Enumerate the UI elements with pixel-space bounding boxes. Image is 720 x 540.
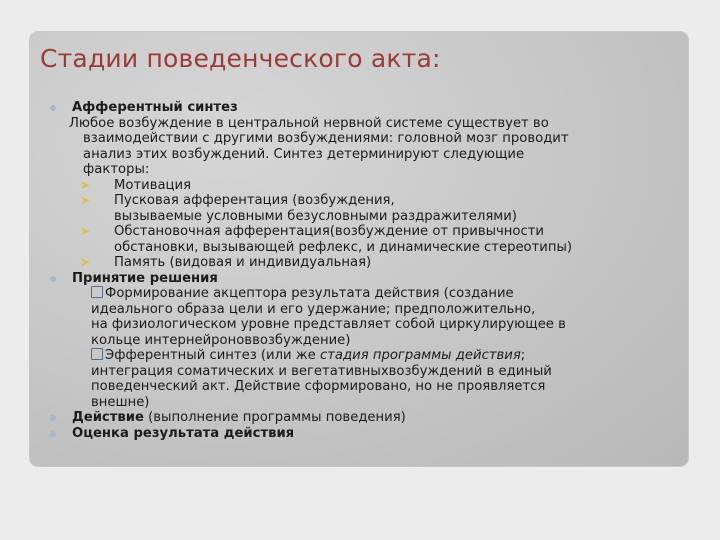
factor-text-continued: обстановки, вызывающей рефлекс, и динамические стереотипы) [114, 239, 573, 255]
bullet-dot-icon [50, 276, 56, 282]
bullet-heading: Принятие решения [72, 270, 218, 286]
sub-point [52, 286, 672, 302]
factor-text: Пусковая афферентация (возбуждения, [114, 193, 395, 208]
bullet-dot-icon [50, 415, 56, 421]
sub-point [52, 348, 672, 364]
factor-text-continued: вызываемые условными безусловными раздражителями) [114, 208, 517, 224]
bullet-heading: Афферентный синтез [72, 100, 238, 115]
sub-point-italic: стадия программы действия [320, 348, 521, 363]
bullet-decision [52, 271, 672, 287]
sub-point-text: Формирование акцептора результата действия (создание [105, 286, 514, 301]
arrow-bullet-icon: ➤ [80, 177, 91, 192]
arrow-bullet-icon: ➤ [80, 193, 91, 207]
bullet-text: (выполнение программы поведения) [143, 410, 406, 425]
factor-item [52, 224, 672, 240]
sub-point-continued: идеального образа цели и его удержание; предположительно, [91, 301, 536, 317]
bullet-dot-icon [50, 431, 56, 437]
factor-item [52, 255, 672, 271]
sub-point-continued: на физиологическом уровне представляет собой циркулирующее в [91, 317, 566, 332]
bullet-dot-icon [50, 105, 56, 111]
checkbox-bullet-icon [91, 348, 103, 360]
sub-point-continued: поведенческий акт. Действие сформировано, но не проявляется [91, 379, 546, 394]
bullet-evaluation [52, 426, 672, 442]
factor-item [52, 193, 672, 209]
arrow-bullet-icon: ➤ [80, 255, 91, 269]
factor-item [52, 178, 672, 194]
checkbox-bullet-icon [91, 286, 103, 298]
sub-point-continued: кольце интернейроноввозбуждение) [91, 332, 351, 348]
paragraph-line: Любое возбуждение в центральной нервной системе существует во [69, 115, 549, 131]
bullet-heading: Оценка результата действия [72, 425, 295, 441]
paragraph-line: взаимодействии с другими возбуждениями: головной мозг проводит [83, 131, 569, 146]
sub-point-text: Эфферентный синтез (или же [105, 348, 320, 363]
bullet-heading: Действие [72, 410, 144, 425]
bullet-action [52, 410, 672, 426]
sub-point-text: ; [520, 348, 526, 363]
arrow-bullet-icon: ➤ [80, 224, 91, 238]
bullet-afferent-synthesis [52, 100, 672, 116]
paragraph-line: факторы: [83, 162, 150, 177]
factor-text: Мотивация [114, 177, 192, 193]
sub-point-continued: внешне) [91, 394, 150, 410]
factor-text: Обстановочная афферентация(возбуждение от привычности [114, 224, 544, 239]
factor-text: Память (видовая и индивидуальная) [114, 255, 372, 270]
slide-title: Стадии поведенческого акта: [40, 44, 441, 73]
slide-content [52, 100, 672, 441]
sub-point-continued: интеграция соматических и вегетативныхвозбуждений в единый [91, 363, 552, 379]
paragraph-line: анализ этих возбуждений. Синтез детерминируют следующие [83, 146, 525, 162]
